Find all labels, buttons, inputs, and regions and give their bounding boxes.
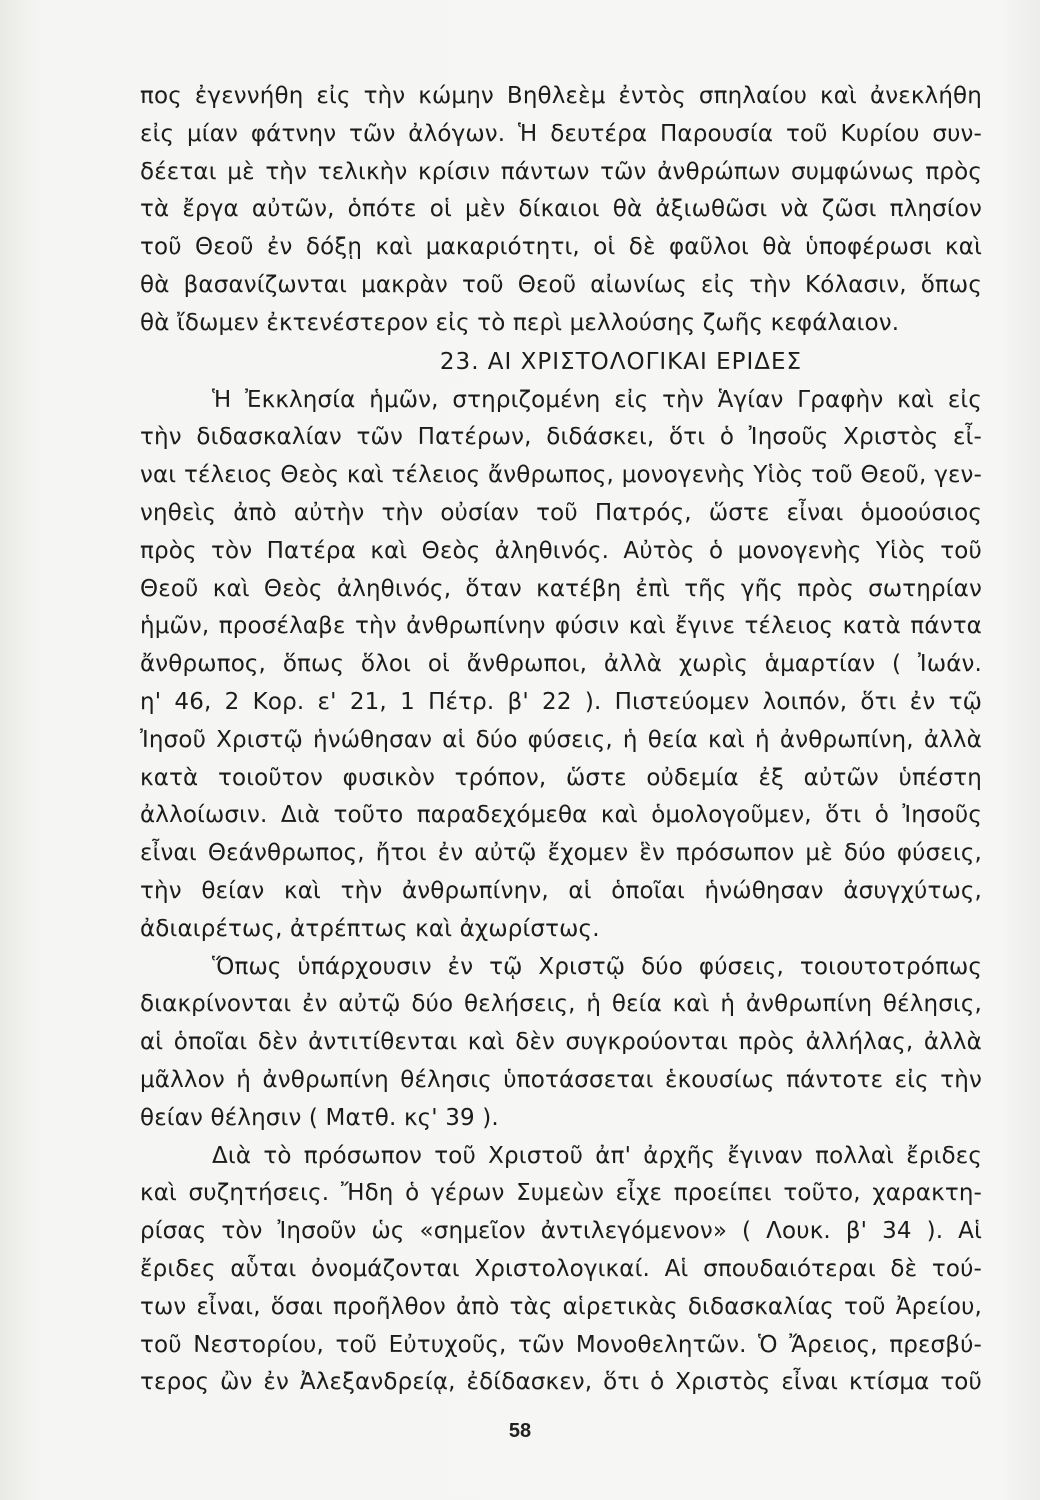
text-line: μᾶλλον ἡ ἀνθρωπίνη θέλησις ὑποτάσσεται ἑκουσίως πάντοτε εἰς τὴν xyxy=(140,1066,982,1093)
text-line: θείαν θέλησιν ( Ματθ. κς' 39 ). xyxy=(140,1104,499,1131)
text-line: θὰ βασανίζωνται μακρὰν τοῦ Θεοῦ αἰωνίως εἰς τὴν Κόλασιν, ὅπως xyxy=(140,271,982,298)
text-line: ρίσας τὸν Ἰησοῦν ὡς «σημεῖον ἀντιλεγόμενον» ( Λουκ. β' 34 ). Αἱ xyxy=(140,1218,982,1245)
text-line: εἶναι Θεάνθρωπος, ἤτοι ἐν αὐτῷ ἔχομεν ἓν πρόσωπον μὲ δύο φύσεις, xyxy=(140,840,982,867)
text-line: ἀδιαιρέτως, ἀτρέπτως καὶ ἀχωρίστως. xyxy=(140,915,600,942)
text-line: τὴν θείαν καὶ τὴν ἀνθρωπίνην, αἱ ὁποῖαι ἡνώθησαν ἀσυγχύτως, xyxy=(140,877,982,904)
text-line: Ἰησοῦ Χριστῷ ἡνώθησαν αἱ δύο φύσεις, ἡ θεία καὶ ἡ ἀνθρωπίνη, ἀλλὰ xyxy=(140,726,982,753)
opening-paragraph xyxy=(140,78,982,343)
page-text xyxy=(140,78,982,1402)
text-line: η' 46, 2 Κορ. ε' 21, 1 Πέτρ. β' 22 ). Πιστεύομεν λοιπόν, ὅτι ἐν τῷ xyxy=(140,688,982,715)
text-line: δέεται μὲ τὴν τελικὴν κρίσιν πάντων τῶν ἀνθρώπων συμφώνως πρὸς xyxy=(140,158,982,185)
text-line: Θεοῦ καὶ Θεὸς ἀληθινός, ὅταν κατέβη ἐπὶ τῆς γῆς πρὸς σωτηρίαν xyxy=(140,575,982,602)
text-line: Ἡ Ἐκκλησία ἡμῶν, στηριζομένη εἰς τὴν Ἁγίαν Γραφὴν καὶ εἰς xyxy=(212,386,982,413)
text-line: πρὸς τὸν Πατέρα καὶ Θεὸς ἀληθινός. Αὐτὸς ὁ μονογενὴς Υἱὸς τοῦ xyxy=(140,537,982,564)
text-line: κατὰ τοιοῦτον φυσικὸν τρόπον, ὥστε οὐδεμία ἐξ αὐτῶν ὑπέστη xyxy=(140,764,982,791)
text-line: αἱ ὁποῖαι δὲν ἀντιτίθενται καὶ δὲν συγκρούονται πρὸς ἀλλήλας, ἀλλὰ xyxy=(140,1029,982,1056)
text-line: ἡμῶν, προσέλαβε τὴν ἀνθρωπίνην φύσιν καὶ ἔγινε τέλειος κατὰ πάντα xyxy=(140,613,982,640)
text-line: τοῦ Νεστορίου, τοῦ Εὐτυχοῦς, τῶν Μονοθελητῶν. Ὁ Ἄρειος, πρεσβύ- xyxy=(140,1331,982,1358)
text-line: Διὰ τὸ πρόσωπον τοῦ Χριστοῦ ἀπ' ἀρχῆς ἔγιναν πολλαὶ ἔριδες xyxy=(212,1142,982,1169)
text-line: διακρίνονται ἐν αὐτῷ δύο θελήσεις, ἡ θεία καὶ ἡ ἀνθρωπίνη θέλησις, xyxy=(140,991,982,1018)
text-line: ναι τέλειος Θεὸς καὶ τέλειος ἄνθρωπος, μονογενὴς Υἱὸς τοῦ Θεοῦ, γεν- xyxy=(140,462,982,489)
text-line: των εἶναι, ὅσαι προῆλθον ἀπὸ τὰς αἱρετικὰς διδασκαλίας τοῦ Ἀρείου, xyxy=(140,1293,982,1320)
paragraph-christology xyxy=(140,382,982,949)
text-line: πος ἐγεννήθη εἰς τὴν κώμην Βηθλεὲμ ἐντὸς σπηλαίου καὶ ἀνεκλήθη xyxy=(140,83,982,109)
text-line: τὴν διδασκαλίαν τῶν Πατέρων, διδάσκει, ὅτι ὁ Ἰησοῦς Χριστὸς εἶ- xyxy=(140,424,982,451)
text-line: θὰ ἴδωμεν ἐκτενέστερον εἰς τὸ περὶ μελλούσης ζωῆς κεφάλαιον. xyxy=(140,309,900,336)
text-line: τερος ὢν ἐν Ἀλεξανδρείᾳ, ἐδίδασκεν, ὅτι ὁ Χριστὸς εἶναι κτίσμα τοῦ xyxy=(140,1369,982,1396)
text-line: τὰ ἔργα αὐτῶν, ὁπότε οἱ μὲν δίκαιοι θὰ ἀξιωθῶσι νὰ ζῶσι πλησίον xyxy=(140,196,982,223)
page-number: 58 xyxy=(508,1420,532,1442)
paragraph-disputes xyxy=(140,1138,982,1403)
text-line: ἔριδες αὗται ὀνομάζονται Χριστολογικαί. Αἱ σπουδαιότεραι δὲ τού- xyxy=(140,1255,982,1282)
section-heading: 23. ΑΙ ΧΡΙΣΤΟΛΟΓΙΚΑΙ ΕΡΙΔΕΣ xyxy=(439,348,803,375)
text-line: τοῦ Θεοῦ ἐν δόξῃ καὶ μακαριότητι, οἱ δὲ φαῦλοι θὰ ὑποφέρωσι καὶ xyxy=(140,234,982,261)
text-line: νηθεὶς ἀπὸ αὐτὴν τὴν οὐσίαν τοῦ Πατρός, ὥστε εἶναι ὁμοούσιος xyxy=(140,499,982,526)
text-line: εἰς μίαν φάτνην τῶν ἀλόγων. Ἡ δευτέρα Παρουσία τοῦ Κυρίου συν- xyxy=(140,120,982,147)
paragraph-two-wills xyxy=(140,949,982,1138)
text-line: Ὅπως ὑπάρχουσιν ἐν τῷ Χριστῷ δύο φύσεις, τοιουτοτρόπως xyxy=(212,953,982,980)
text-line: ἄνθρωπος, ὅπως ὅλοι οἱ ἄνθρωποι, ἀλλὰ χωρὶς ἁμαρτίαν ( Ἰωάν. xyxy=(140,651,982,678)
text-line: καὶ συζητήσεις. Ἤδη ὁ γέρων Συμεὼν εἶχε προείπει τοῦτο, χαρακτη- xyxy=(140,1180,982,1207)
text-line: ἀλλοίωσιν. Διὰ τοῦτο παραδεχόμεθα καὶ ὁμολογοῦμεν, ὅτι ὁ Ἰησοῦς xyxy=(140,802,982,829)
